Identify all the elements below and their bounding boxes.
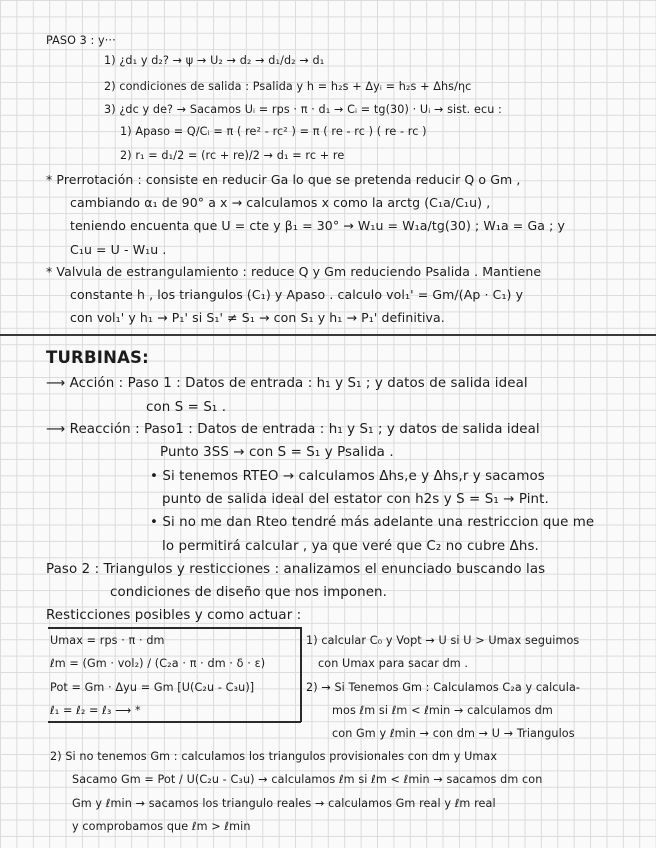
right-line2: con Umax para sacar dm . [318, 657, 469, 670]
formula-box-bottom [48, 721, 301, 723]
bullet1-line1: • Si tenemos RTEO → calculamos Δhs,e y Δhs,r y sacamos [150, 469, 545, 484]
paso3-line3: 3) ¿dc y de? → Sacamos Uᵢ = rps · π · d₁ → Cᵢ = tg(30) · Uᵢ → sist. ecu : [104, 103, 502, 116]
turbinas-title: TURBINAS: [46, 348, 149, 367]
formula-l-equal: ℓ₁ = ℓ₂ = ℓ₃ ⟶ * [50, 704, 141, 717]
right-line4: mos ℓm si ℓm < ℓmin → calculamos dm [332, 704, 553, 717]
accion-line1: ⟶ Acción : Paso 1 : Datos de entrada : h₁ y S₁ ; y datos de salida ideal [46, 376, 528, 391]
bottom-line4: y comprobamos que ℓm > ℓmin [72, 820, 251, 833]
reaccion-line2: Punto 3SS → con S = S₁ y Psalida . [160, 445, 394, 460]
paso2-line1: Paso 2 : Triangulos y resticciones : analizamos el enunciado buscando las [46, 562, 546, 577]
formula-umax: Umax = rps · π · dm [50, 634, 165, 647]
paso3-line4: 1) Apaso = Q/Cᵢ = π ( re² - rc² ) = π ( re - rc ) ( re - rc ) [120, 125, 427, 138]
valvula-line3: con vol₁' y h₁ → P₁' si S₁' ≠ S₁ → con S₁ y h₁ → P₁' definitiva. [70, 310, 445, 325]
paso2-line2: condiciones de diseño que nos imponen. [110, 585, 387, 600]
prerotacion-line2: cambiando α₁ de 90° a x → calculamos x como la arctg (C₁a/C₁u) , [70, 195, 491, 210]
right-line5: con Gm y ℓmin → con dm → U → Triangulos [332, 727, 575, 740]
prerotacion-line3: teniendo encuenta que U = cte y β₁ = 30° → W₁u = W₁a/tg(30) ; W₁a = Ga ; y [70, 218, 565, 233]
bottom-line2: Sacamo Gm = Pot / U(C₂u - C₃u) → calculamos ℓm si ℓm < ℓmin → sacamos dm con [72, 773, 543, 786]
formula-lm: ℓm = (Gm · vol₂) / (C₂a · π · dm · δ · ε) [50, 657, 266, 670]
bottom-line3: Gm y ℓmin → sacamos los triangulo reales → calculamos Gm real y ℓm real [72, 797, 496, 810]
bullet2-line1: • Si no me dan Rteo tendré más adelante una restriccion que me [150, 515, 595, 530]
bottom-line1: 2) Si no tenemos Gm : calculamos los triangulos provisionales con dm y Umax [50, 750, 498, 763]
valvula-line1: * Valvula de estrangulamiento : reduce Q y Gm reduciendo Psalida . Mantiene [46, 264, 542, 279]
right-line3: 2) → Si Tenemos Gm : Calculamos C₂a y calcula- [306, 681, 581, 694]
paso3-line1: 1) ¿d₁ y d₂? → ψ → U₂ → d₂ → d₁/d₂ → d₁ [104, 54, 325, 67]
prerotacion-line1: * Prerrotación : consiste en reducir Ga lo que se pretenda reducir Q o Gm , [46, 172, 521, 187]
prerotacion-line4: C₁u = U - W₁u . [70, 242, 167, 257]
formula-box-top [48, 627, 301, 629]
bullet1-line2: punto de salida ideal del estator con h2s y S = S₁ → Pint. [162, 492, 549, 507]
formula-pot: Pot = Gm · Δyu = Gm [U(C₂u - C₃u)] [50, 681, 255, 694]
paso3-header: PASO 3 : y··· [46, 34, 116, 47]
valvula-line2: constante h , los triangulos (C₁) y Apaso . calculo vol₁' = Gm/(Ap · C₁) y [70, 287, 524, 302]
restricciones-heading: Resticciones posibles y como actuar : [46, 608, 302, 623]
paso3-line5: 2) r₁ = d₁/2 = (rc + re)/2 → d₁ = rc + re [120, 149, 345, 162]
reaccion-line1: ⟶ Reacción : Paso1 : Datos de entrada : h₁ y S₁ ; y datos de salida ideal [46, 422, 540, 437]
formula-box-right [300, 627, 302, 722]
paso3-line2: 2) condiciones de salida : Psalida y h = h₂s + Δyᵢ = h₂s + Δhs/ηc [104, 80, 472, 93]
section-divider [0, 334, 656, 336]
bullet2-line2: lo permitirá calcular , ya que veré que C₂ no cubre Δhs. [162, 539, 539, 554]
right-line1: 1) calcular C₀ y Vopt → U si U > Umax seguimos [306, 634, 580, 647]
accion-line2: con S = S₁ . [146, 400, 227, 415]
